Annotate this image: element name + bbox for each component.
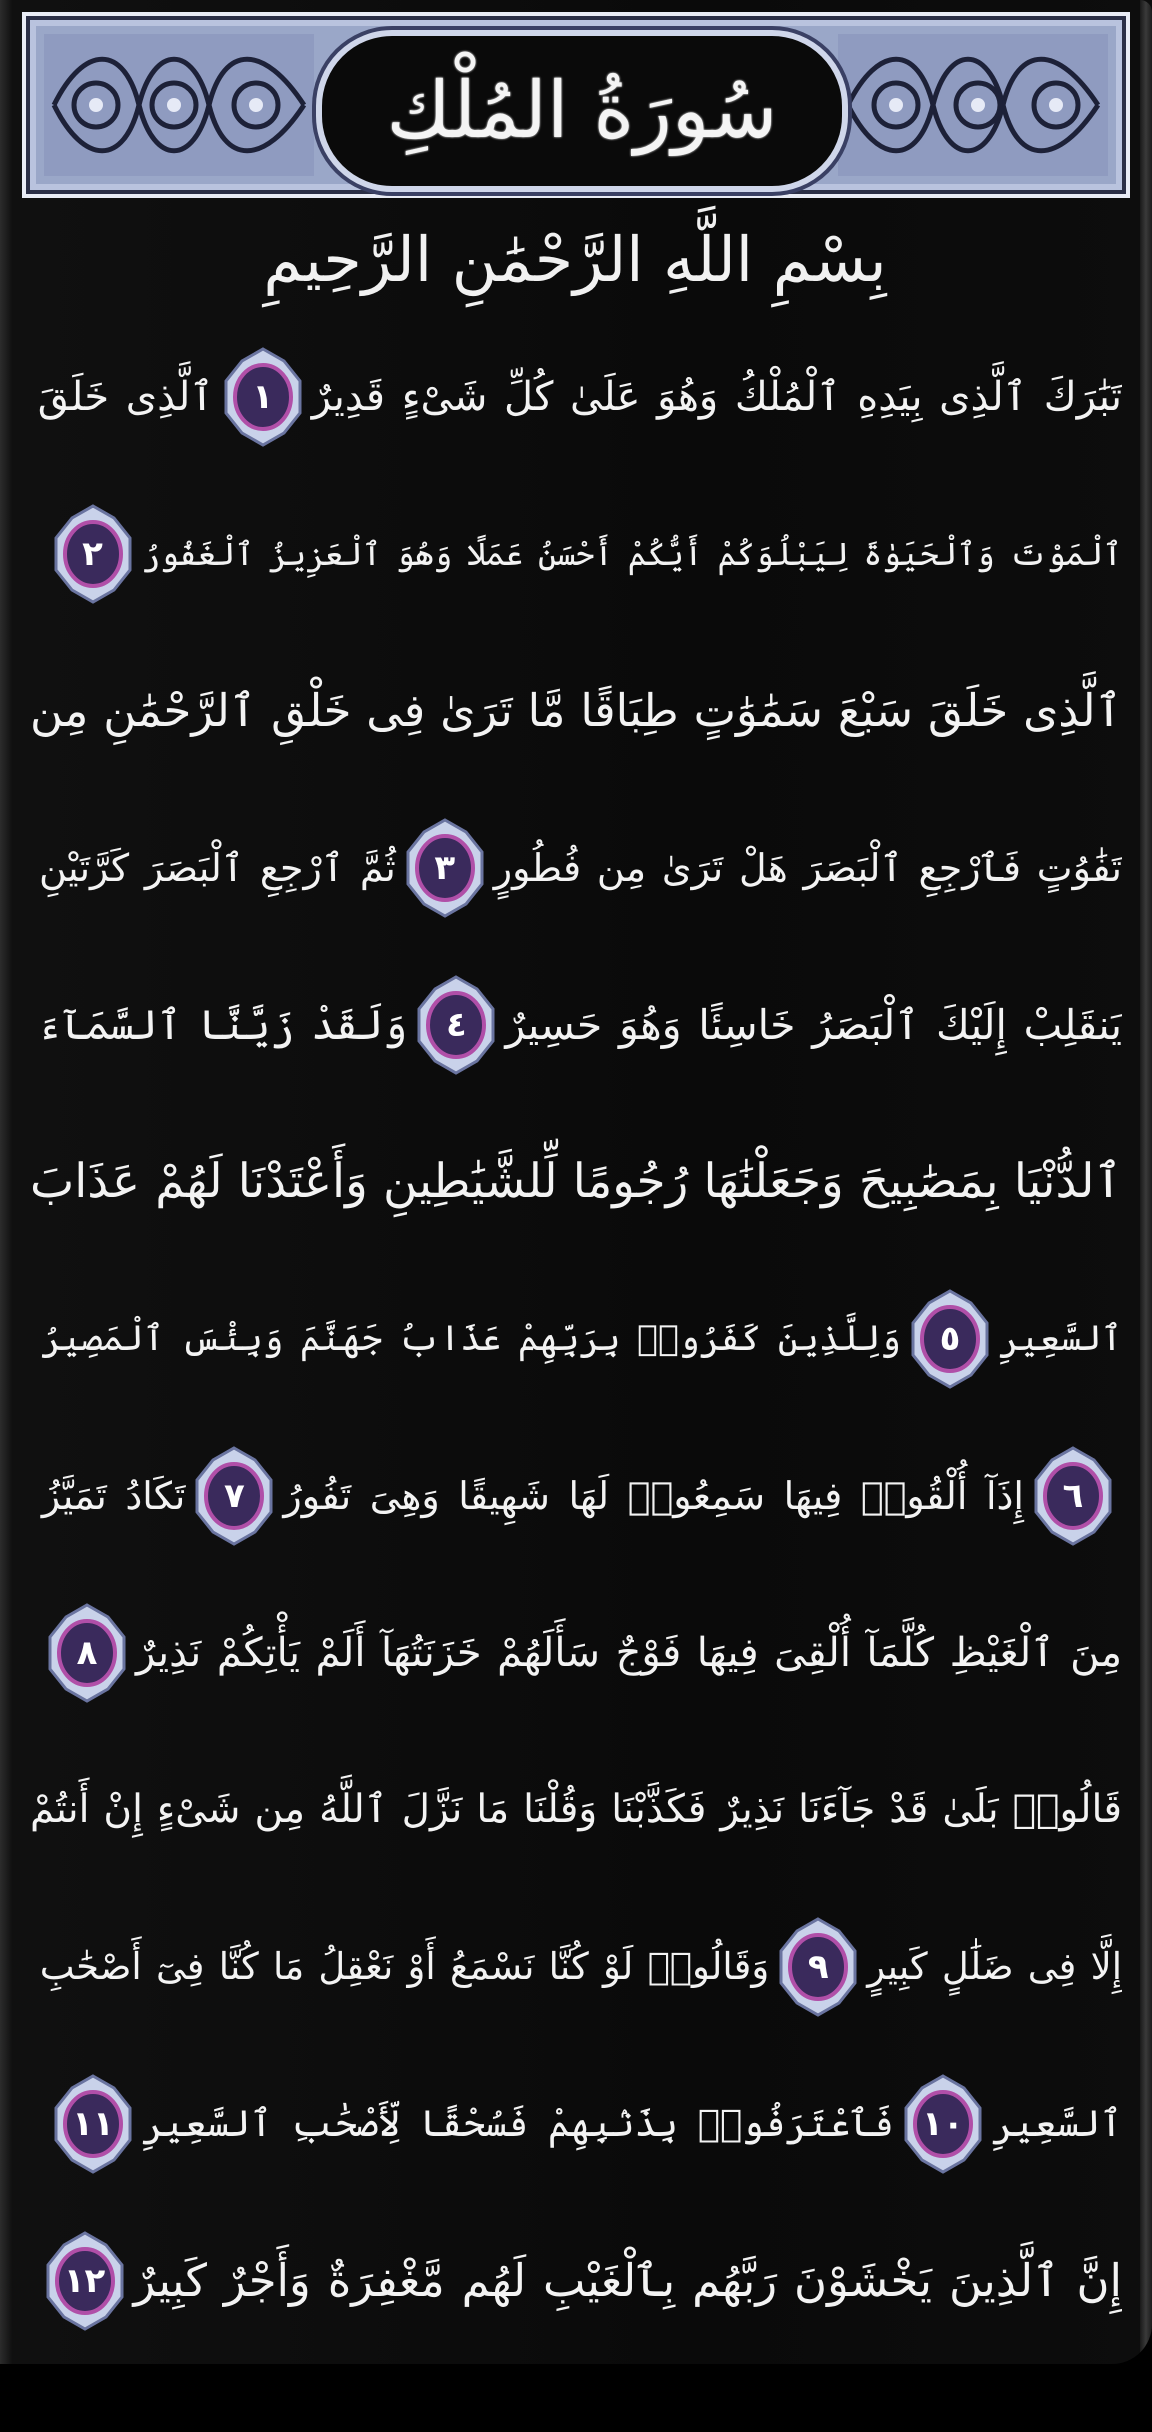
ayah-number: ٩ <box>807 1946 829 1987</box>
ayah-number: ٤ <box>445 1004 467 1045</box>
arabesque-ornament-icon <box>838 34 1108 176</box>
verse-line <box>30 2202 1122 2359</box>
verse-line <box>30 946 1122 1103</box>
ayah-marker-icon[interactable] <box>52 2074 134 2174</box>
basmala: بِسْمِ اللَّهِ الرَّحْمَٰنِ الرَّحِيمِ <box>263 223 887 296</box>
ayah-marker-icon[interactable] <box>222 347 304 447</box>
verse-text: فَٱعْتَرَفُوا۟ بِذَنۢبِهِمْ فَسُحْقًا لِّأَصْحَٰبِ ٱلسَّعِيرِ <box>141 2102 894 2145</box>
ayah-marker-icon[interactable] <box>415 975 497 1075</box>
verse-text: وَلِلَّذِينَ كَفَرُوا۟ بِرَبِّهِمْ عَذَابُ جَهَنَّمَ وَبِئْسَ ٱلْمَصِيرُ <box>41 1318 901 1359</box>
ayah-number: ٦ <box>1062 1475 1084 1516</box>
ayah-marker-icon[interactable] <box>1032 1446 1114 1546</box>
verse-text: تَكَادُ تَمَيَّزُ <box>41 1473 186 1518</box>
verse-text: وَلَقَدْ زَيَّنَّا ٱلسَّمَآءَ <box>37 1000 408 1049</box>
surah-title: سُورَةُ المُلْكِ <box>386 66 778 156</box>
page-curl-edge <box>1140 0 1152 2364</box>
ayah-number: ١٠ <box>922 2103 964 2144</box>
verse-text: وَقَالُوا۟ لَوْ كُنَّا نَسْمَعُ أَوْ نَعْقِلُ مَا كُنَّا فِىٓ أَصْحَٰبِ <box>39 1945 770 1988</box>
verse-line <box>30 789 1122 946</box>
verse-line <box>30 1103 1122 1260</box>
ayah-marker-icon[interactable] <box>404 818 486 918</box>
verse-line <box>30 632 1122 789</box>
ayah-number: ١٢ <box>63 2260 106 2301</box>
ayah-marker-icon[interactable] <box>46 1603 128 1703</box>
verse-text: ٱلَّذِى خَلَقَ سَبْعَ سَمَٰوَٰتٍ طِبَاقًا مَّا تَرَىٰ فِى خَلْقِ ٱلرَّحْمَٰنِ مِن <box>30 684 1122 737</box>
verse-text: إِنَّ ٱلَّذِينَ يَخْشَوْنَ رَبَّهُم بِٱلْغَيْبِ لَهُم مَّغْفِرَةٌ وَأَجْرٌ كَبِيرٌ <box>133 2254 1122 2307</box>
ayah-marker-icon[interactable] <box>52 504 134 604</box>
verse-line <box>30 1888 1122 2045</box>
verse-line <box>30 475 1122 632</box>
ayah-marker-icon[interactable] <box>902 2074 984 2174</box>
verse-text: قَالُوا۟ بَلَىٰ قَدْ جَآءَنَا نَذِيرٌ فَكَذَّبْنَا وَقُلْنَا مَا نَزَّلَ ٱللَّهُ مِن شَىْءٍ إِنْ أَنتُمْ <box>30 1787 1122 1832</box>
verse-line <box>30 1731 1122 1888</box>
ayah-number: ١ <box>252 376 274 417</box>
surah-title-cartouche <box>316 30 848 192</box>
ayah-number: ٣ <box>434 847 456 888</box>
verse-text: تَفَٰوُتٍ فَٱرْجِعِ ٱلْبَصَرَ هَلْ تَرَىٰ مِن فُطُورٍ <box>493 845 1122 890</box>
verse-line <box>30 318 1122 475</box>
verse-text: ٱلَّذِى خَلَقَ <box>37 373 214 420</box>
ayah-marker-icon[interactable] <box>909 1289 991 1389</box>
ayah-marker-icon[interactable] <box>777 1917 859 2017</box>
page-left-edge <box>0 0 12 2364</box>
ayah-marker-icon[interactable] <box>193 1446 275 1546</box>
verse-lines[interactable] <box>30 318 1122 2359</box>
ayah-number: ٨ <box>76 1632 98 1673</box>
verse-line <box>30 1260 1122 1417</box>
ayah-number: ١١ <box>72 2103 114 2144</box>
verse-text: ٱلسَّعِيرِ <box>991 2102 1122 2145</box>
verse-text: إِلَّا فِى ضَلَٰلٍ كَبِيرٍ <box>867 1945 1122 1988</box>
ayah-marker-icon[interactable] <box>44 2231 126 2331</box>
verse-text: مِنَ ٱلْغَيْظِ كُلَّمَآ أُلْقِىَ فِيهَا فَوْجٌ سَأَلَهُمْ خَزَنَتُهَآ أَلَمْ يَأْتِكُمْ نَذِيرٌ <box>135 1629 1122 1676</box>
verse-text: تَبَٰرَكَ ٱلَّذِى بِيَدِهِ ٱلْمُلْكُ وَهُوَ عَلَىٰ كُلِّ شَىْءٍ قَدِيرٌ <box>311 373 1122 420</box>
verse-text: ٱلدُّنْيَا بِمَصَٰبِيحَ وَجَعَلْنَٰهَا رُجُومًا لِّلشَّيَٰطِينِ وَأَعْتَدْنَا لَهُمْ عَذَابَ <box>30 1154 1122 1209</box>
ayah-number: ٥ <box>939 1318 961 1359</box>
ayah-number: ٢ <box>82 533 103 574</box>
verse-line <box>30 1417 1122 1574</box>
verse-text: ٱلْمَوْتَ وَٱلْحَيَوٰةَ لِيَبْلُوَكُمْ أَيُّكُمْ أَحْسَنُ عَمَلًا وَهُوَ ٱلْعَزِيزُ ٱلْغَفُورُ <box>141 534 1122 573</box>
ayah-number: ٧ <box>224 1475 245 1516</box>
verse-text: يَنقَلِبْ إِلَيْكَ ٱلْبَصَرُ خَاسِئًا وَهُوَ حَسِيرٌ <box>505 1000 1122 1049</box>
verse-text: إِذَآ أُلْقُوا۟ فِيهَا سَمِعُوا۟ لَهَا شَهِيقًا وَهِىَ تَفُورُ <box>283 1473 1024 1518</box>
arabesque-ornament-icon <box>44 34 314 176</box>
verse-text: ٱلسَّعِيرِ <box>998 1318 1122 1359</box>
verse-text: ثُمَّ ٱرْجِعِ ٱلْبَصَرَ كَرَّتَيْنِ <box>39 845 396 890</box>
verse-line <box>30 2045 1122 2202</box>
surah-header-frame <box>22 12 1130 198</box>
verse-line <box>30 1574 1122 1731</box>
